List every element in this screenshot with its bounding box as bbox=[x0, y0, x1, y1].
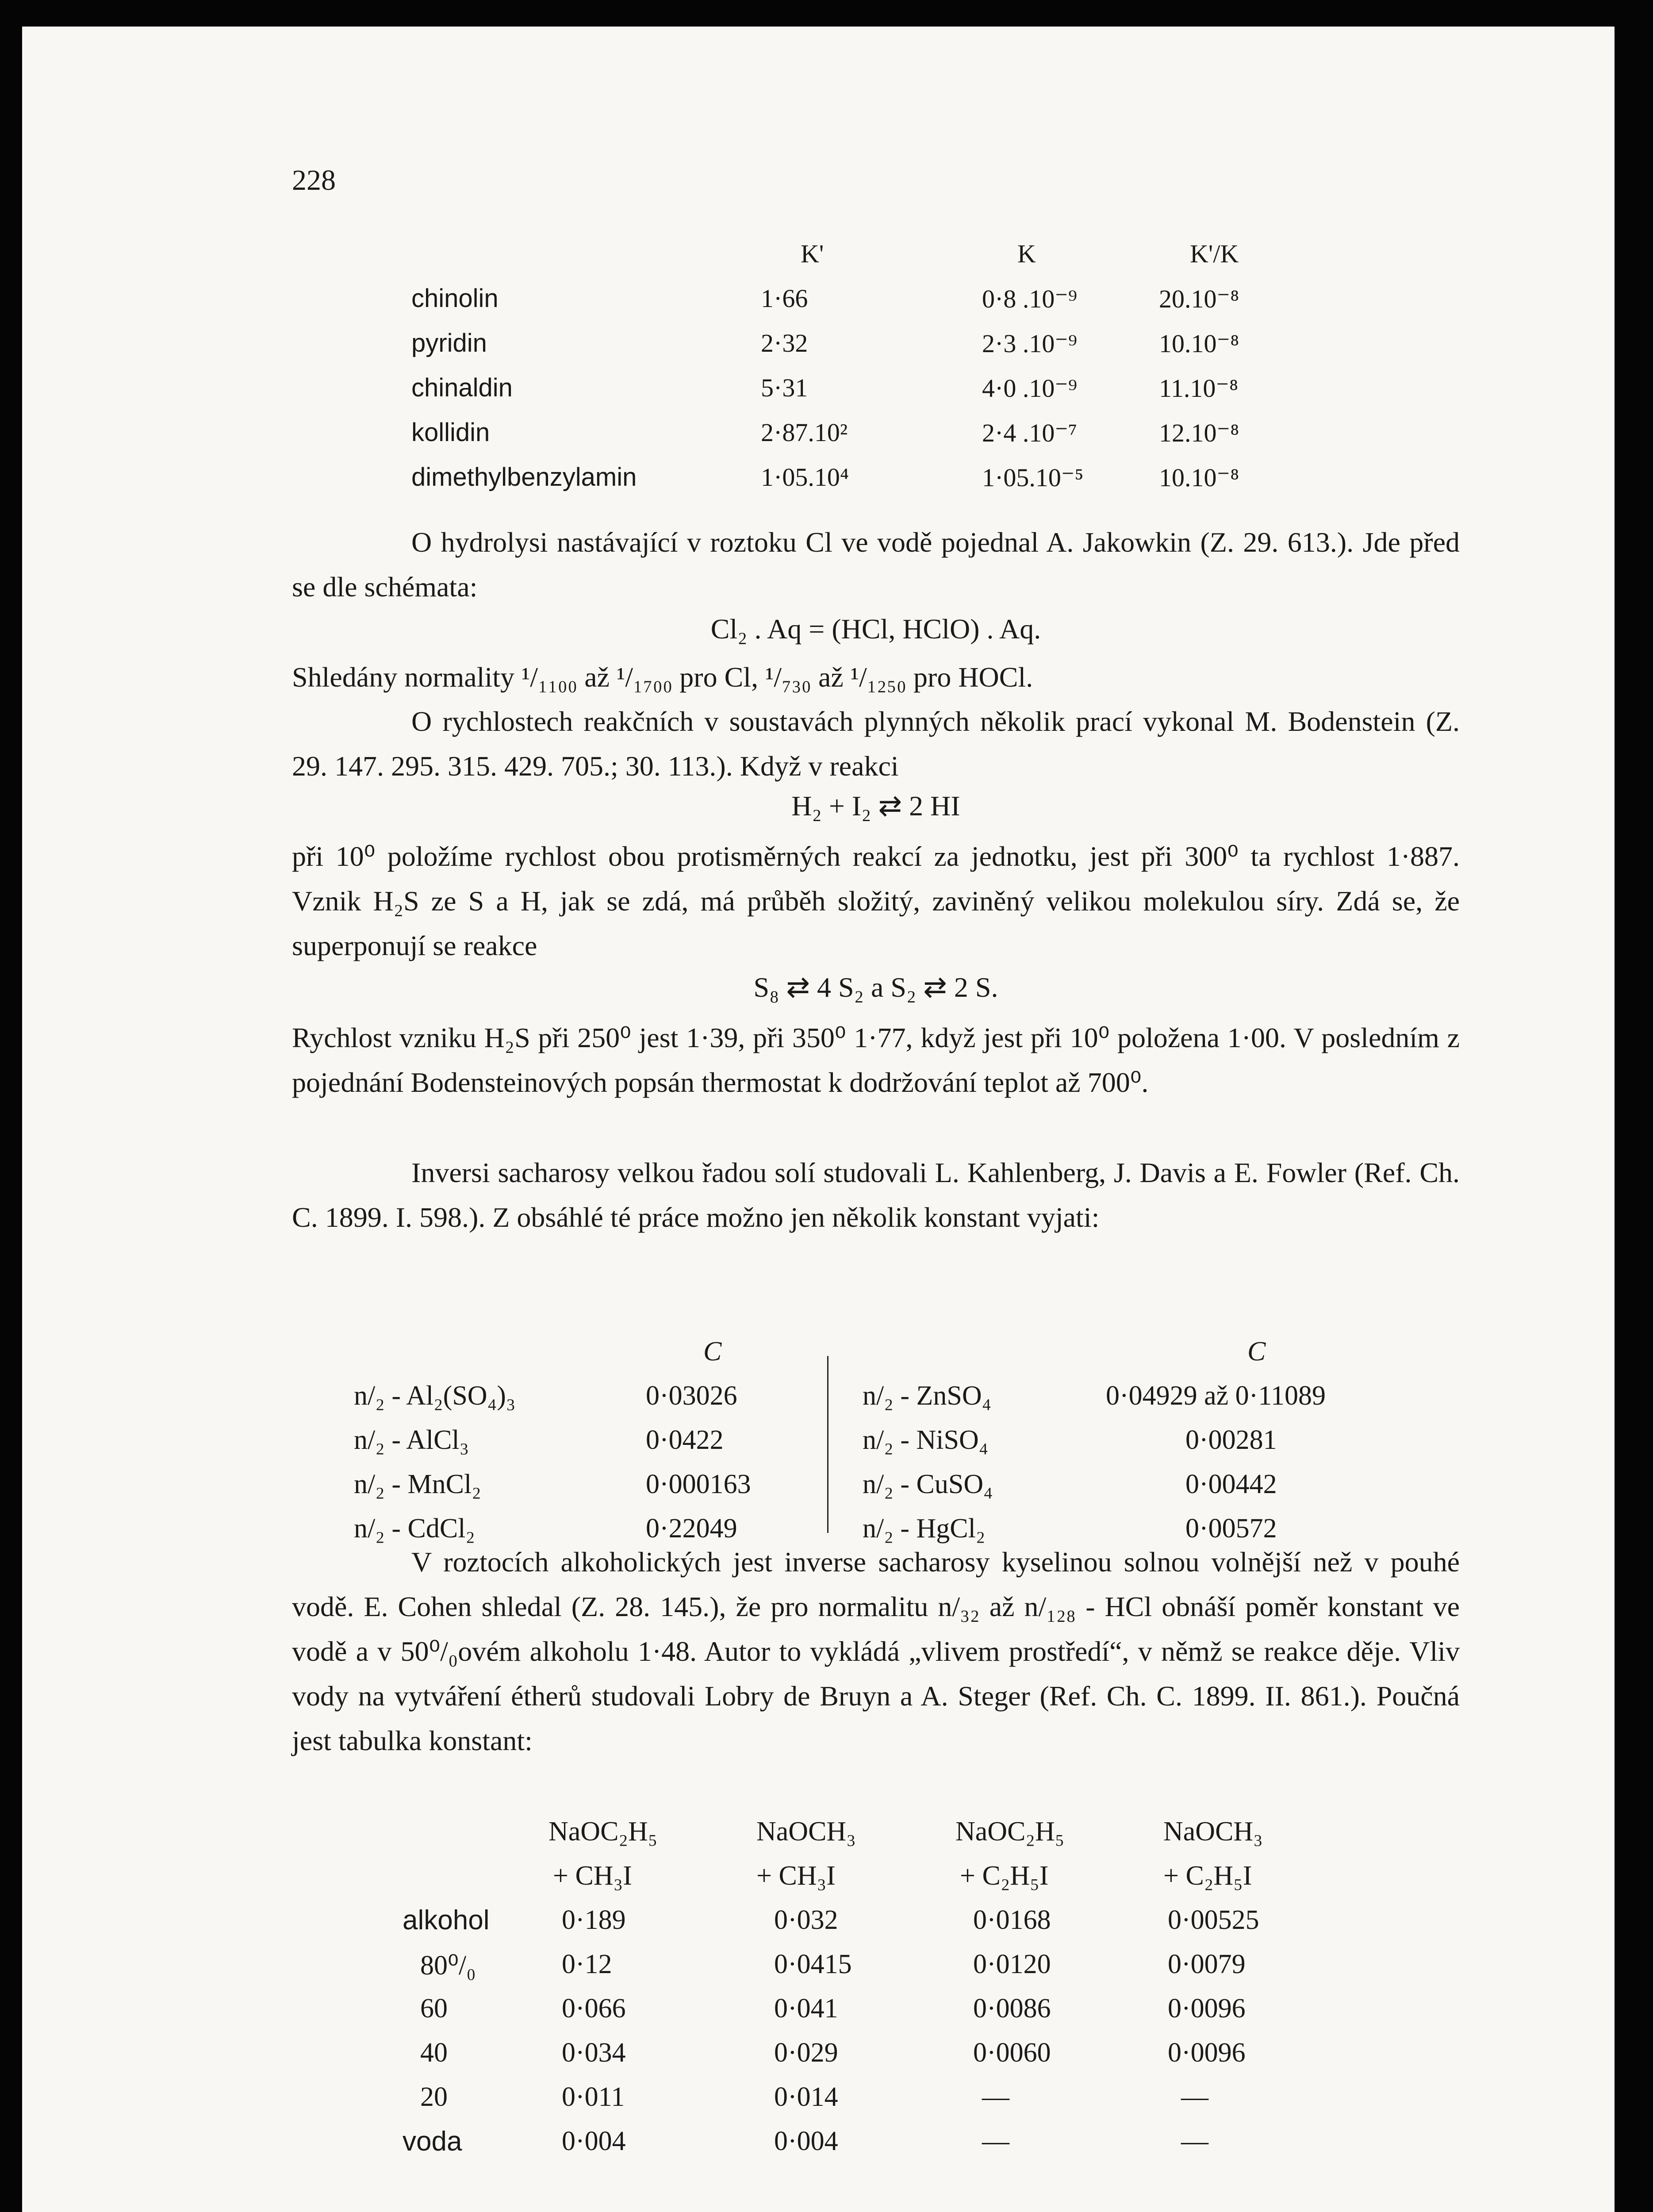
salt-name: n/₂ - MnCl₂ bbox=[354, 1469, 481, 1499]
constant-value: 0·041 bbox=[774, 1993, 838, 2024]
header-halide: + CH₃I bbox=[756, 1861, 836, 1891]
paragraph-hydrolysis: O hydrolysi nastávající v roztoku Cl ve vodě pojednal A. Jakowkin (Z. 29. 613.). Jde před se dle schémata: bbox=[292, 526, 1460, 603]
k-value: 4·0 .10⁻⁹ bbox=[982, 374, 1078, 403]
table-row bbox=[411, 462, 1340, 507]
medium-label: alkohol bbox=[403, 1905, 490, 1936]
constant-value: 0·004 bbox=[774, 2126, 838, 2156]
salt-name: n/₂ - HgCl₂ bbox=[863, 1513, 986, 1544]
paragraph-reaction-rates: O rychlostech reakčních v soustavách plynných několik prací vykonal M. Bodenstein (Z. 29. 147. 295. 315. 429. 705.; 30. 113.). Když v reakci bbox=[292, 706, 1460, 782]
constant-value: 0·034 bbox=[562, 2038, 626, 2068]
constant-value: 0·0168 bbox=[973, 1905, 1051, 1935]
medium-label: voda bbox=[403, 2126, 462, 2157]
constant-value: 0·0086 bbox=[973, 1993, 1051, 2024]
constant-value: 0·014 bbox=[774, 2082, 838, 2112]
constant-value: 0·0415 bbox=[774, 1949, 852, 1979]
salt-name: n/₂ - AlCl₃ bbox=[354, 1425, 469, 1455]
table-row bbox=[403, 2081, 1376, 2126]
equation-hydrogen-iodide: H₂ + I₂ ⇄ 2 HI bbox=[791, 790, 960, 822]
constant-value: 0·00572 bbox=[1185, 1513, 1277, 1544]
header-c-right: C bbox=[1247, 1336, 1266, 1367]
table-row bbox=[354, 1469, 1451, 1513]
empty-dash: — bbox=[1181, 2126, 1208, 2156]
table-divider bbox=[827, 1356, 828, 1533]
k-prime-value: 5·31 bbox=[761, 373, 808, 402]
ratio-value: 10.10⁻⁸ bbox=[1159, 463, 1239, 492]
constant-value: 0·00281 bbox=[1185, 1425, 1277, 1455]
header-halide: + CH₃I bbox=[553, 1861, 632, 1891]
compound-name: dimethylbenzylamin bbox=[411, 463, 637, 492]
constant-value: 0·032 bbox=[774, 1905, 838, 1935]
header-c-left: C bbox=[703, 1336, 722, 1367]
medium-label: 60 bbox=[420, 1993, 448, 2024]
header-k: K bbox=[1017, 239, 1036, 268]
table-row bbox=[354, 1425, 1451, 1469]
k-prime-value: 2·32 bbox=[761, 329, 808, 357]
constant-value: 0·12 bbox=[562, 1949, 612, 1979]
constant-value: 0·0079 bbox=[1168, 1949, 1246, 1979]
constant-value: 0·0422 bbox=[646, 1425, 724, 1455]
salt-name: n/₂ - ZnSO₄ bbox=[863, 1381, 992, 1411]
k-value: 1·05.10⁻⁵ bbox=[982, 463, 1084, 492]
paragraph-alcoholic-solutions: V roztocích alkoholických jest inverse sacharosy kyselinou solnou volnější než v pouhé vodě. E. Cohen shledal (Z. 28. 145.), že pro normalitu n/₃₂ až n/₁₂₈ - HCl obnáší poměr konstant ve vodě a v 50⁰/₀ovém alkoholu 1·48. Autor to vykládá „vlivem prostředí“, v němž se reakce děje. Vliv vody na vytváření étherů studovali Lobry de Bruyn a A. Steger (Ref. Ch. C. 1899. II. 861.). Poučná jest tabulka konstant: bbox=[292, 1546, 1460, 1756]
k-prime-value: 2·87.10² bbox=[761, 418, 848, 447]
inversion-constants-table bbox=[354, 1336, 1451, 1557]
constant-value: 0·000163 bbox=[646, 1469, 751, 1499]
salt-name: n/₂ - CuSO₄ bbox=[863, 1469, 993, 1499]
salt-name: n/₂ - NiSO₄ bbox=[863, 1425, 989, 1455]
paragraph-sucrose-inversion: Inversi sacharosy velkou řadou solí studovali L. Kahlenberg, J. Davis a E. Fowler (Ref. Ch. C. 1899. I. 598.). Z obsáhlé té práce možno jen několik konstant vyjati: bbox=[292, 1157, 1460, 1233]
header-halide: + C₂H₅I bbox=[960, 1861, 1049, 1891]
header-reagent: NaOC₂H₅ bbox=[955, 1816, 1065, 1847]
constant-value: 0·22049 bbox=[646, 1513, 737, 1544]
constant-value: 0·03026 bbox=[646, 1381, 737, 1411]
empty-dash: — bbox=[982, 2126, 1009, 2156]
paragraph-h2s-rate: Rychlost vzniku H₂S při 250⁰ jest 1·39, při 350⁰ 1·77, když jest při 10⁰ položena 1·00. V posledním z pojednání Bodensteinových popsán thermostat k dodržování teplot až 700⁰. bbox=[292, 1022, 1460, 1098]
ratio-value: 10.10⁻⁸ bbox=[1159, 329, 1239, 358]
constant-value: 0·004 bbox=[562, 2126, 626, 2156]
table-row bbox=[403, 1949, 1376, 1993]
constant-value: 0·066 bbox=[562, 1993, 626, 2024]
table-header-row bbox=[354, 1336, 1451, 1380]
k-value: 2·3 .10⁻⁹ bbox=[982, 329, 1078, 358]
table-row bbox=[411, 328, 1340, 373]
table-row bbox=[411, 373, 1340, 418]
k-prime-value: 1·05.10⁴ bbox=[761, 463, 849, 492]
ratio-value: 20.10⁻⁸ bbox=[1159, 284, 1239, 313]
ether-constants-table bbox=[403, 1816, 1376, 2170]
table-row bbox=[411, 284, 1340, 328]
constant-value: 0·0120 bbox=[973, 1949, 1051, 1979]
ratio-value: 12.10⁻⁸ bbox=[1159, 419, 1239, 447]
k-value: 0·8 .10⁻⁹ bbox=[982, 284, 1078, 313]
ratio-value: 11.10⁻⁸ bbox=[1159, 374, 1239, 403]
constant-value: 0·0060 bbox=[973, 2038, 1051, 2068]
k-value: 2·4 .10⁻⁷ bbox=[982, 419, 1078, 447]
empty-dash: — bbox=[1181, 2082, 1208, 2112]
header-reagent: NaOCH₃ bbox=[756, 1816, 856, 1847]
constant-value: 0·0096 bbox=[1168, 2038, 1246, 2068]
equation-chlorine: Cl₂ . Aq = (HCl, HClO) . Aq. bbox=[710, 613, 1041, 645]
medium-label: 40 bbox=[420, 2038, 448, 2068]
compound-name: kollidin bbox=[411, 418, 490, 447]
header-reagent: NaOCH₃ bbox=[1163, 1816, 1263, 1847]
table-row bbox=[354, 1380, 1451, 1425]
table-header-row bbox=[403, 1860, 1376, 1905]
header-halide: + C₂H₅I bbox=[1163, 1861, 1252, 1891]
equation-sulfur: S₈ ⇄ 4 S₂ a S₂ ⇄ 2 S. bbox=[753, 972, 998, 1003]
table-header-row bbox=[411, 239, 1340, 284]
empty-dash: — bbox=[982, 2082, 1009, 2112]
medium-label: 20 bbox=[420, 2082, 448, 2112]
table-row bbox=[403, 1905, 1376, 1949]
table-row bbox=[403, 2037, 1376, 2081]
constant-value: 0·189 bbox=[562, 1905, 626, 1935]
table-row bbox=[411, 418, 1340, 462]
constant-value: 0·011 bbox=[562, 2082, 625, 2112]
compound-name: pyridin bbox=[411, 329, 487, 357]
constants-table-bases bbox=[411, 239, 1340, 507]
paragraph-h2s: při 10⁰ položíme rychlost obou protisměrných reakcí za jednotku, jest při 300⁰ ta rychlost 1·887. Vznik H₂S ze S a H, jak se zdá, má průběh složitý, zaviněný velikou molekulou síry. Zdá se, že superponují se reakce bbox=[292, 841, 1460, 961]
compound-name: chinolin bbox=[411, 284, 499, 313]
medium-label: 80⁰/₀ bbox=[420, 1951, 476, 1981]
constant-value: 0·04929 až 0·11089 bbox=[1106, 1381, 1326, 1411]
header-k-ratio: K'/K bbox=[1190, 239, 1239, 268]
table-header-row bbox=[403, 1816, 1376, 1860]
page-number: 228 bbox=[292, 164, 336, 196]
k-prime-value: 1·66 bbox=[761, 284, 808, 313]
salt-name: n/₂ - CdCl₂ bbox=[354, 1513, 476, 1544]
constant-value: 0·00525 bbox=[1168, 1905, 1259, 1935]
salt-name: n/₂ - Al₂(SO₄)₃ bbox=[354, 1381, 516, 1411]
constant-value: 0·00442 bbox=[1185, 1469, 1277, 1499]
paragraph-normality: Shledány normality ¹/₁₁₀₀ až ¹/₁₇₀₀ pro Cl, ¹/₇₃₀ až ¹/₁₂₅₀ pro HOCl. bbox=[292, 661, 1033, 693]
compound-name: chinaldin bbox=[411, 373, 513, 402]
constant-value: 0·029 bbox=[774, 2038, 838, 2068]
header-reagent: NaOC₂H₅ bbox=[548, 1816, 658, 1847]
table-row bbox=[403, 1993, 1376, 2037]
table-row bbox=[403, 2126, 1376, 2170]
header-k-prime: K' bbox=[801, 239, 824, 268]
constant-value: 0·0096 bbox=[1168, 1993, 1246, 2024]
